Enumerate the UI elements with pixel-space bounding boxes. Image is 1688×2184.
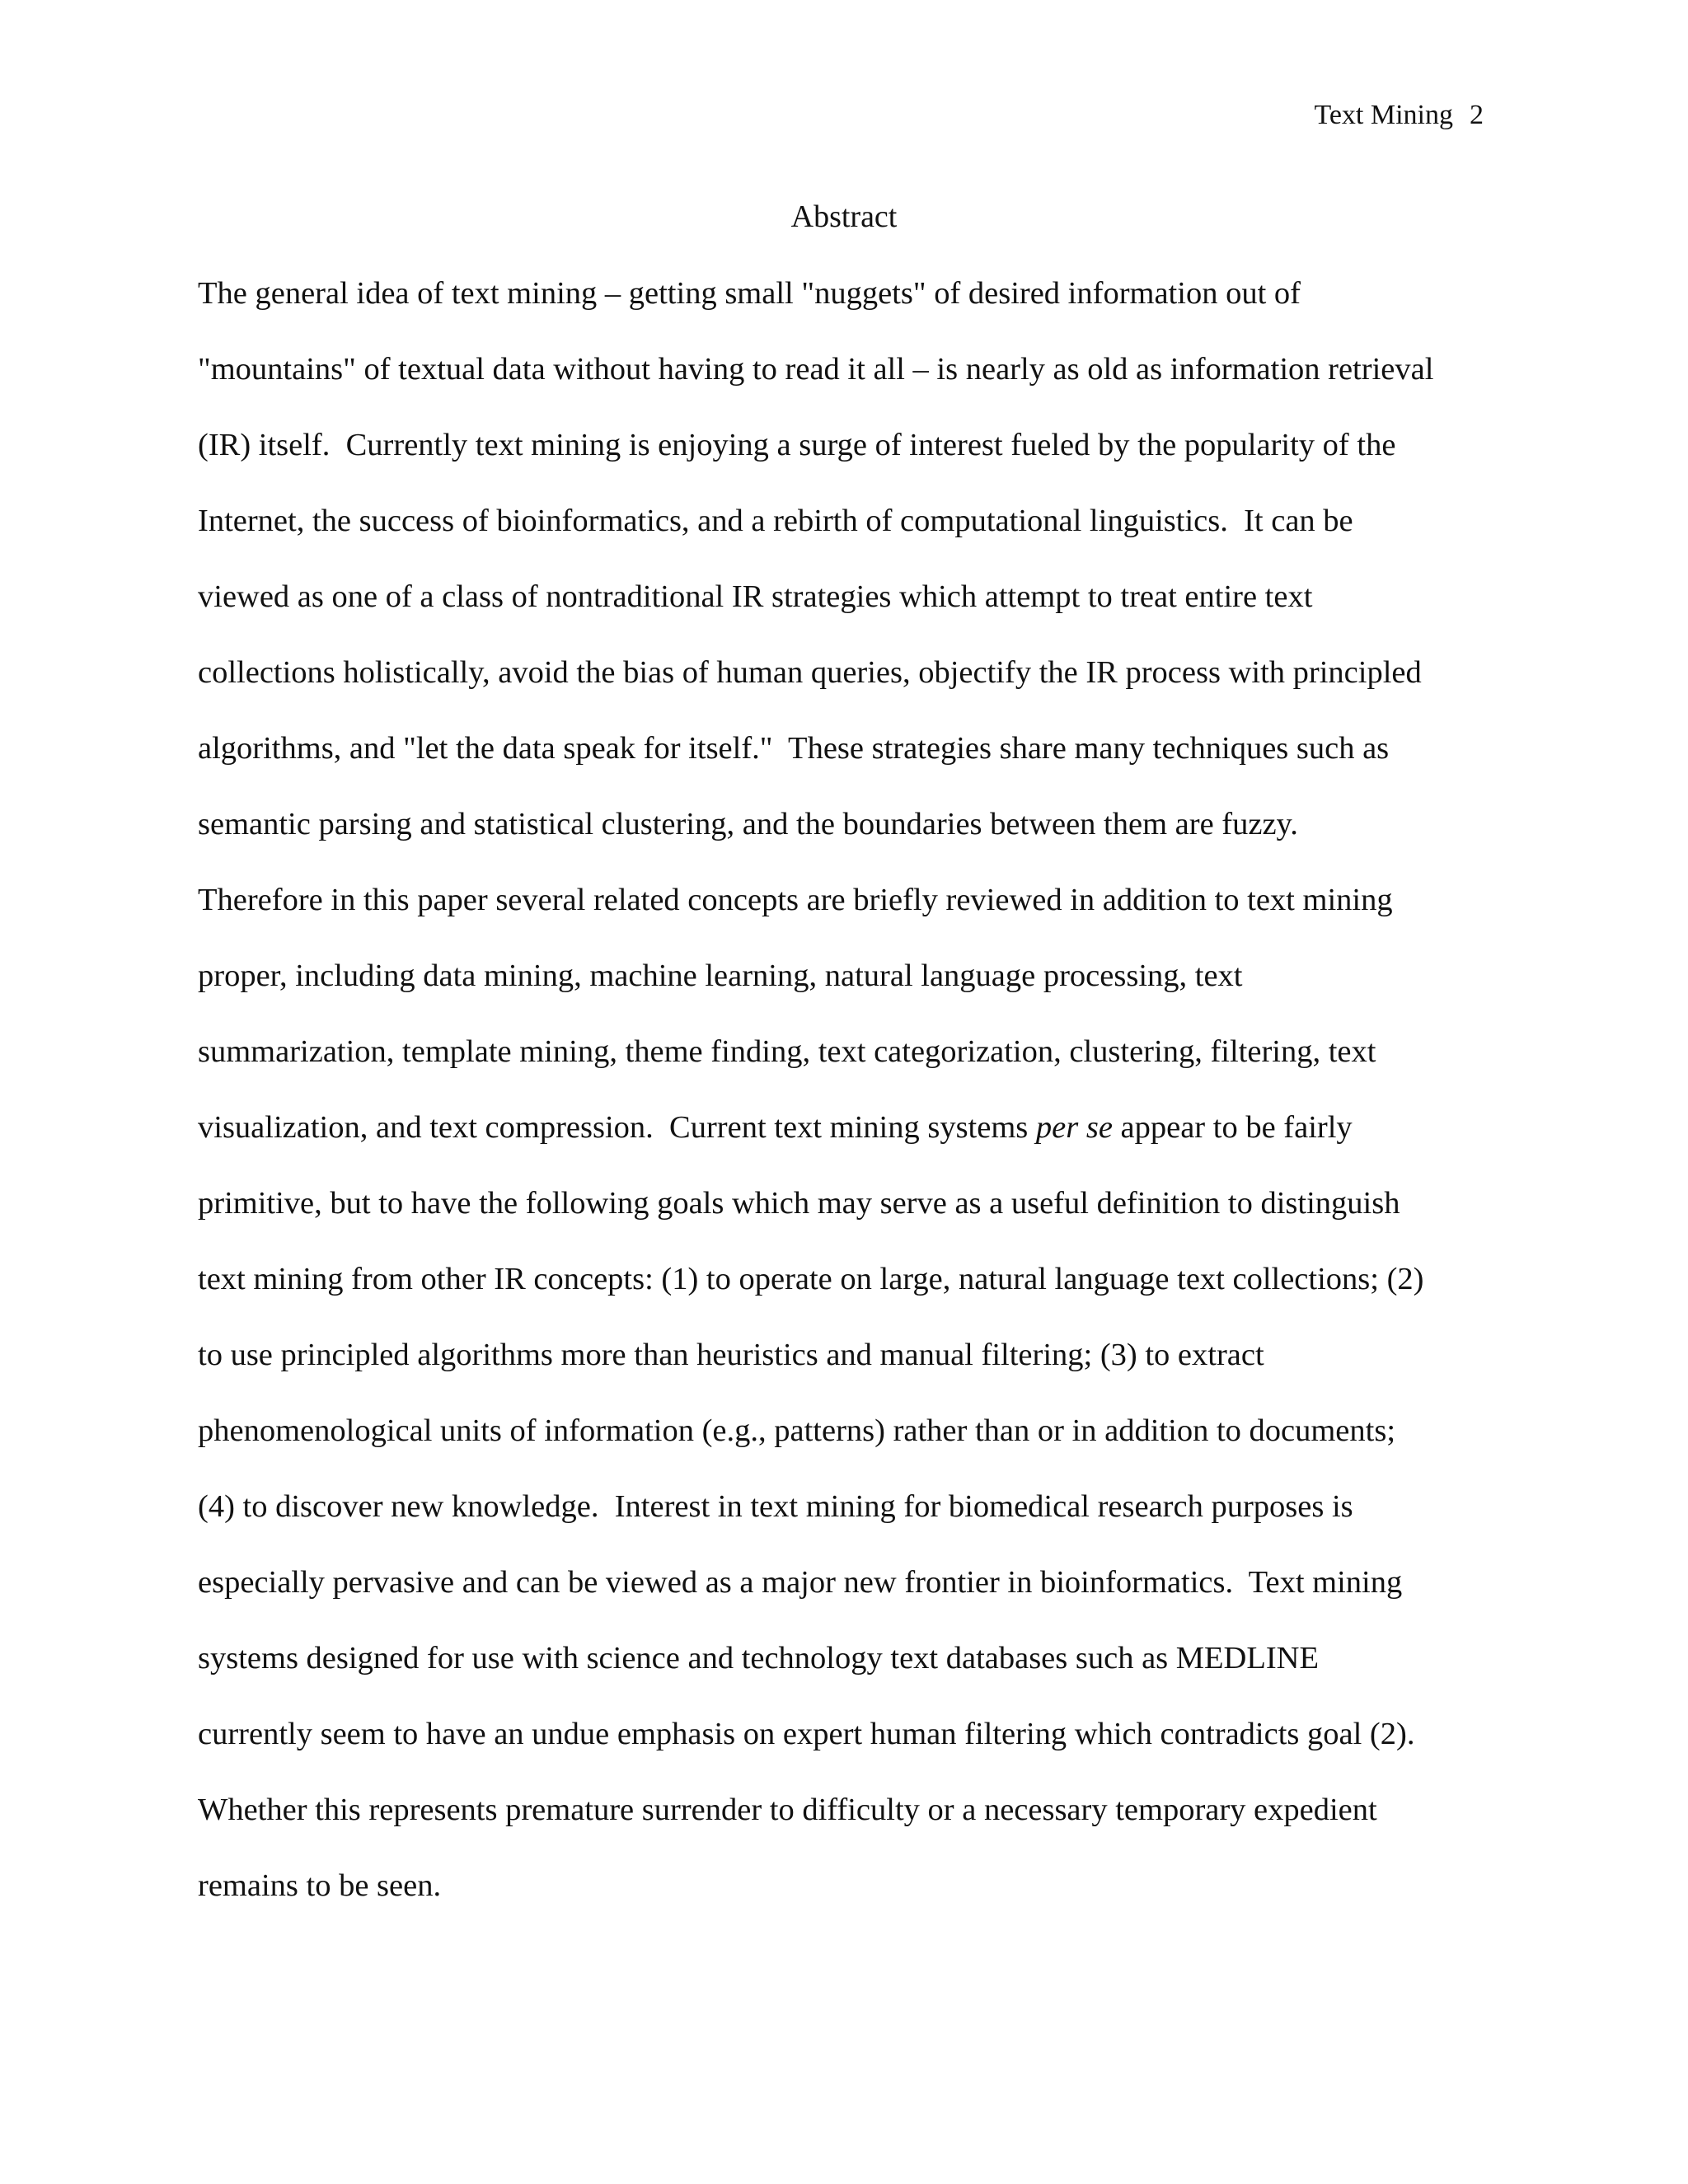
abstract-line: collections holistically, avoid the bias of human queries, objectify the IR process with principled	[198, 655, 1422, 690]
abstract-line: phenomenological units of information (e.g., patterns) rather than or in addition to documents;	[198, 1413, 1396, 1448]
abstract-line: semantic parsing and statistical clustering, and the boundaries between them are fuzzy.	[198, 807, 1298, 841]
abstract-line	[198, 1104, 1492, 1180]
abstract-line: "mountains" of textual data without having to read it all – is nearly as old as information retrieval	[198, 352, 1434, 387]
abstract-body	[198, 270, 1492, 1938]
abstract-line: remains to be seen.	[198, 1868, 442, 1903]
abstract-line: (4) to discover new knowledge. Interest in text mining for biomedical research purposes is	[198, 1489, 1353, 1524]
running-head-title: Text Mining	[1314, 100, 1453, 130]
abstract-line: viewed as one of a class of nontraditional IR strategies which attempt to treat entire text	[198, 579, 1313, 614]
abstract-line: algorithms, and "let the data speak for itself." These strategies share many techniques such as	[198, 731, 1390, 766]
abstract-line: The general idea of text mining – getting small "nuggets" of desired information out of	[198, 276, 1301, 311]
running-head	[1314, 97, 1484, 134]
abstract-line-text: appear to be fairly	[1112, 1110, 1353, 1145]
abstract-line: Therefore in this paper several related concepts are briefly reviewed in addition to text mining	[198, 883, 1393, 917]
page-number: 2	[1470, 100, 1484, 130]
abstract-heading: Abstract	[790, 199, 898, 234]
abstract-line-text: visualization, and text compression. Current text mining systems	[198, 1110, 1036, 1145]
italic-term: per se	[1035, 1110, 1113, 1145]
abstract-line: proper, including data mining, machine learning, natural language processing, text	[198, 958, 1243, 993]
abstract-line: systems designed for use with science and technology text databases such as MEDLINE	[198, 1641, 1319, 1675]
abstract-line: to use principled algorithms more than heuristics and manual filtering; (3) to extract	[198, 1338, 1264, 1372]
abstract-line: currently seem to have an undue emphasis on expert human filtering which contradicts goal (2).	[198, 1717, 1415, 1751]
abstract-line: Internet, the success of bioinformatics, and a rebirth of computational linguistics. It can be	[198, 504, 1353, 538]
abstract-line: text mining from other IR concepts: (1) to operate on large, natural language text collections; (2)	[198, 1262, 1424, 1296]
abstract-line: summarization, template mining, theme finding, text categorization, clustering, filtering, text	[198, 1034, 1376, 1069]
abstract-line: primitive, but to have the following goals which may serve as a useful definition to distinguish	[198, 1186, 1400, 1221]
abstract-line: especially pervasive and can be viewed as a major new frontier in bioinformatics. Text mining	[198, 1565, 1403, 1600]
abstract-line: Whether this represents premature surrender to difficulty or a necessary temporary expedient	[198, 1793, 1377, 1827]
abstract-line: (IR) itself. Currently text mining is enjoying a surge of interest fueled by the popularity of the	[198, 428, 1396, 462]
